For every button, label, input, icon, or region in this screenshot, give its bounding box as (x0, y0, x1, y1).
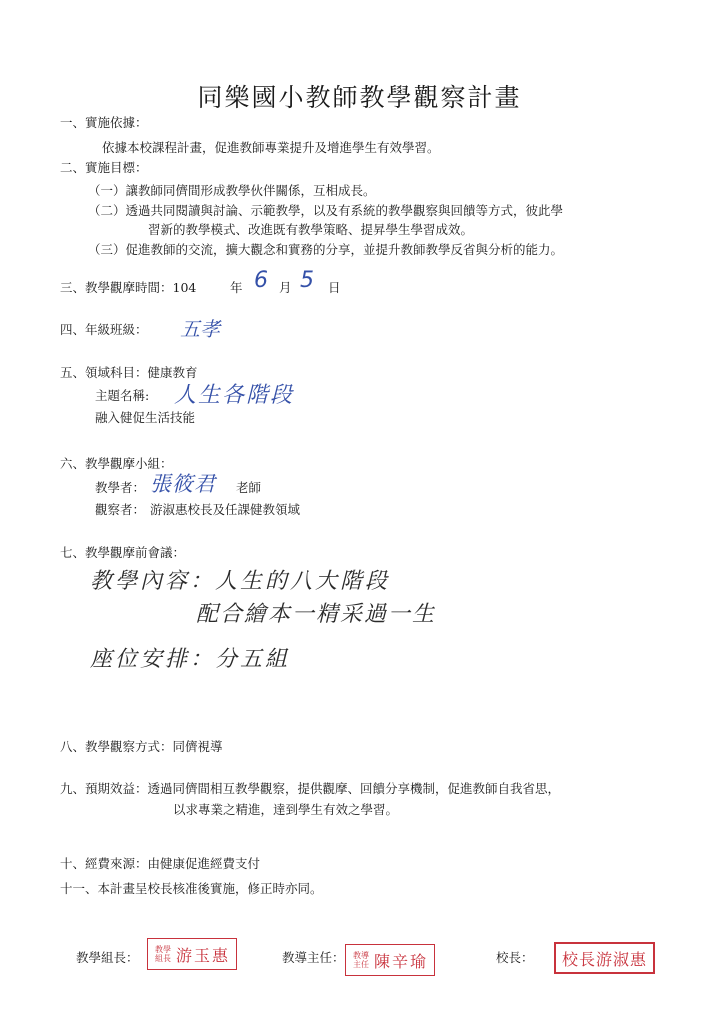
leader-stamp (147, 938, 237, 970)
sec5-topic-value: 人生各階段 (174, 383, 295, 408)
sec6-heading: 六、教學觀摩小組： (60, 456, 173, 471)
sec7-note1: 教學內容：人生的八大階段 (90, 569, 391, 594)
director-stamp-title: 教導主任 (353, 951, 369, 969)
sec6-teacher-label: 教學者： (95, 480, 146, 495)
sec8-heading: 八、教學觀察方式：同儕視導 (60, 739, 223, 754)
sec7-heading: 七、教學觀摩前會議： (60, 545, 186, 560)
sec7-note3: 座位安排：分五組 (90, 647, 291, 672)
page-title: 同樂國小教師教學觀察計畫 (197, 83, 522, 112)
director-stamp (345, 944, 435, 976)
sec6-teacher-suffix: 老師 (236, 480, 262, 495)
sec9-line2: 以求專業之精進，達到學生有效之學習。 (173, 802, 399, 817)
sec1-body: 依據本校課程計畫，促進教師專業提升及增進學生有效學習。 (102, 140, 440, 155)
sec5-topic-label: 主題名稱: (95, 388, 150, 403)
sec5-extra: 融入健促生活技能 (95, 410, 196, 425)
sec2-item2a: （二）透過共同閱讀與討論、示範教學，以及有系統的教學觀察與回饋等方式，彼此學 (88, 203, 564, 218)
sec10-heading: 十、經費來源：由健康促進經費支付 (60, 856, 261, 871)
principal-label: 校長： (496, 950, 534, 965)
leader-stamp-title: 教學組長 (155, 945, 171, 963)
sec3-heading: 三、教學觀摩時間：104 (60, 280, 197, 295)
director-stamp-name: 陳辛瑜 (374, 951, 429, 971)
sec3-day-unit: 日 (328, 280, 341, 295)
sec2-item2b: 習新的教學模式、改進既有教學策略、提昇學生學習成效。 (148, 222, 474, 237)
sec3-year-unit: 年 (230, 280, 243, 295)
sec9-heading: 九、預期效益：透過同儕間相互教學觀察，提供觀摩、回饋分享機制，促進教師自我省思， (60, 781, 561, 796)
leader-label: 教學組長： (76, 950, 139, 965)
sec4-heading: 四、年級班級： (60, 322, 148, 337)
sec2-item1: （一）讓教師同儕間形成教學伙伴關係，互相成長。 (88, 183, 376, 198)
sec6-observer-value: 游淑惠校長及任課健教領域 (150, 502, 301, 517)
sec3-month: 6 (254, 268, 268, 293)
director-label: 教導主任： (282, 950, 345, 965)
sec2-item3: （三）促進教師的交流，擴大觀念和實務的分享，並提升教師教學反省與分析的能力。 (88, 242, 564, 257)
sec2-heading: 二、實施目標： (60, 160, 148, 175)
sec6-teacher-name: 張筱君 (150, 472, 216, 496)
sec1-heading: 一、實施依據： (60, 115, 148, 130)
sec4-value: 五孝 (180, 317, 220, 341)
sec7-note2: 配合繪本一精采過一生 (196, 602, 437, 627)
sec5-heading: 五、領域科目：健康教育 (60, 365, 198, 380)
leader-stamp-name: 游玉惠 (176, 945, 231, 965)
sec3-day: 5 (300, 268, 314, 293)
sec11-heading: 十一、本計畫呈校長核准後實施，修正時亦同。 (60, 881, 323, 896)
sec6-observer-label: 觀察者： (95, 502, 146, 517)
principal-stamp (554, 942, 655, 974)
sec3-month-unit: 月 (279, 280, 292, 295)
principal-stamp-name: 校長游淑惠 (562, 949, 648, 969)
